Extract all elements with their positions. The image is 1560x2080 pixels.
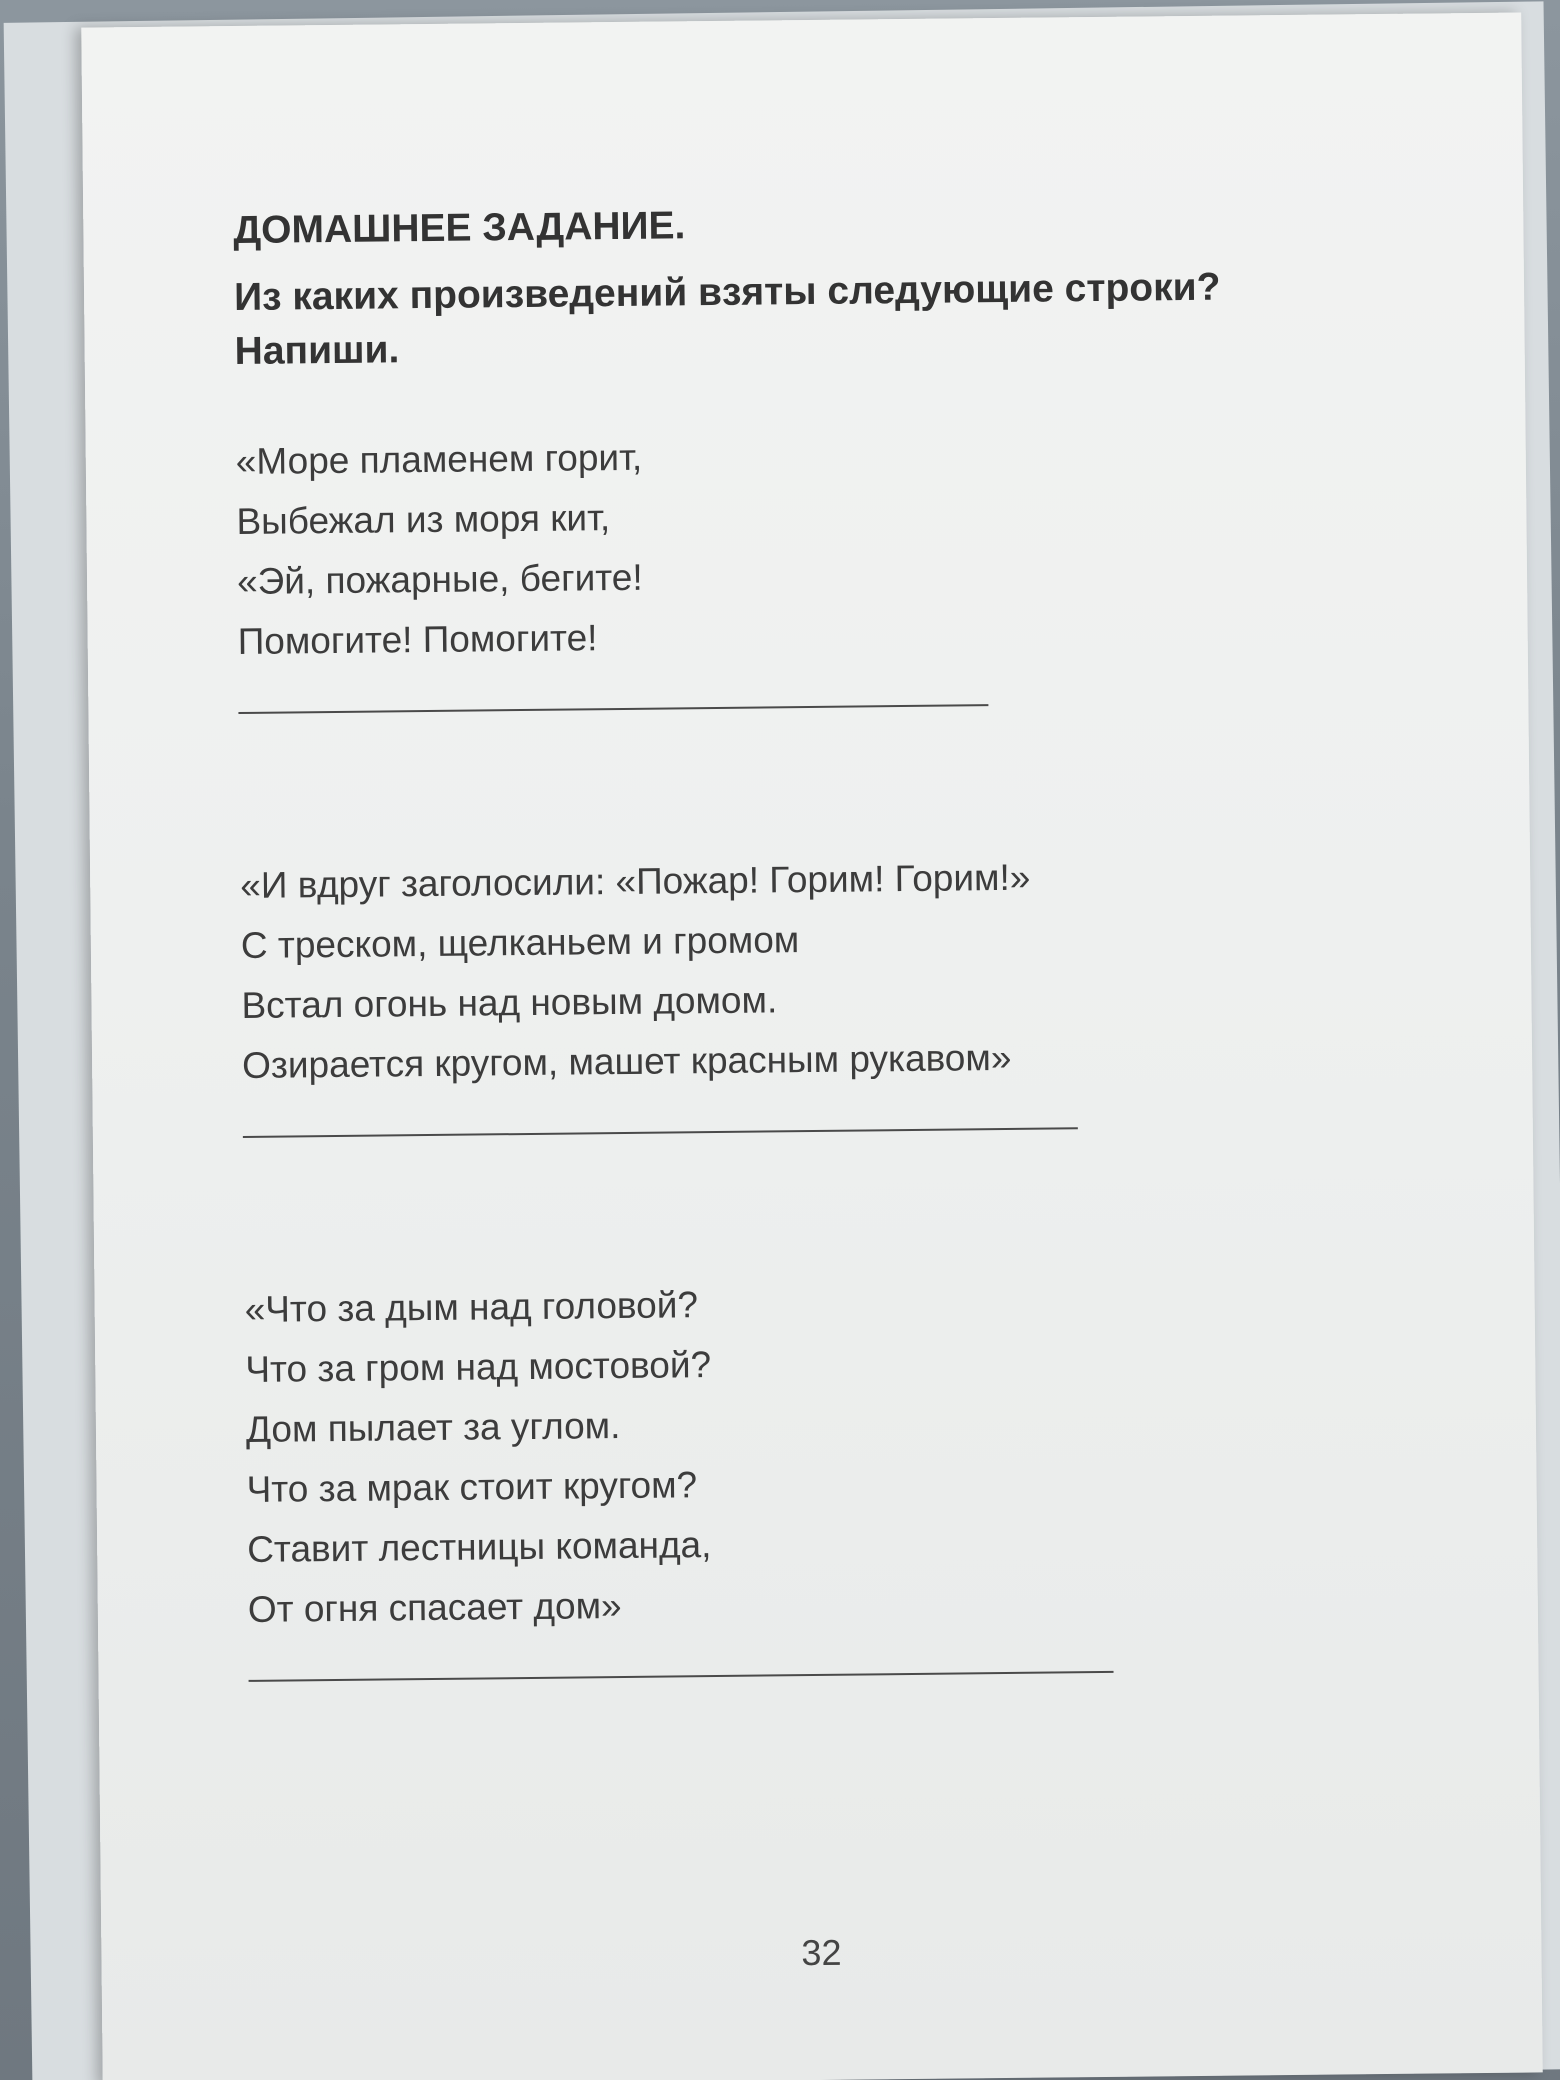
poem-line: Выбежал из моря кит,	[236, 496, 611, 542]
page-number: 32	[801, 1931, 842, 1974]
poem-line: «И вдруг заголосили: «Пожар! Горим! Горим!»	[240, 856, 1031, 906]
excerpt-3	[244, 1267, 1448, 1682]
excerpt-1-lines	[235, 419, 1437, 672]
worksheet-content	[233, 193, 1448, 1681]
poem-line: Что за гром над мостовой?	[245, 1343, 712, 1390]
poem-line: Что за мрак стоит кругом?	[246, 1464, 698, 1510]
excerpt-2	[240, 843, 1443, 1138]
excerpt-3-lines	[244, 1267, 1448, 1640]
excerpt-1	[235, 419, 1438, 714]
poem-line: Дом пылает за углом.	[245, 1404, 621, 1450]
poem-line: «Эй, пожарные, бегите!	[236, 556, 643, 602]
poem-line: От огня спасает дом»	[247, 1584, 622, 1630]
homework-heading: ДОМАШНЕЕ ЗАДАНИЕ.	[233, 204, 686, 253]
poem-line: «Море пламенем горит,	[235, 436, 643, 482]
poem-line: С треском, щелканьем и громом	[240, 919, 800, 966]
poem-line: Ставит лестницы команда,	[246, 1523, 712, 1570]
answer-line-3[interactable]	[249, 1671, 1114, 1682]
answer-line-2[interactable]	[243, 1127, 1078, 1138]
task-instruction: Из каких произведений взяты следующие строки? Напиши.	[233, 265, 1221, 374]
poem-line: Озирается кругом, машет красным рукавом»	[241, 1036, 1012, 1086]
worksheet-page	[81, 13, 1542, 2080]
poem-line: Помогите! Помогите!	[237, 617, 598, 662]
excerpt-2-lines	[240, 843, 1442, 1096]
poem-line: «Что за дым над головой?	[244, 1284, 699, 1330]
poem-line: Встал огонь над новым домом.	[241, 979, 778, 1026]
answer-line-1[interactable]	[238, 704, 988, 714]
